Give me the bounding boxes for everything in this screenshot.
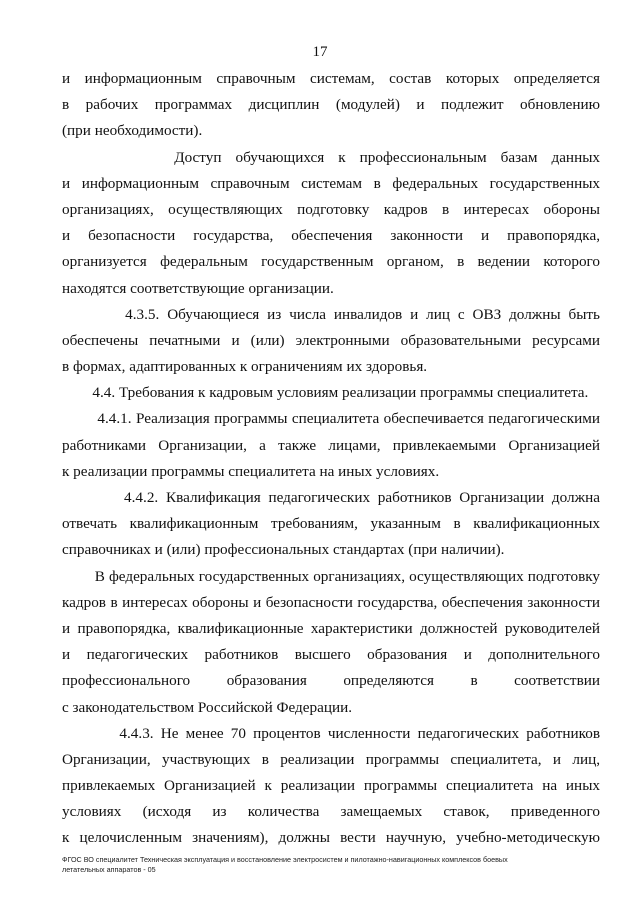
paragraph bbox=[62, 564, 600, 721]
paragraph bbox=[62, 406, 600, 485]
page-footer bbox=[62, 855, 602, 875]
footer-line-2: летательных аппаратов - 05 bbox=[62, 865, 156, 874]
text-line: Доступ обучающихся к профессиональным базам данных bbox=[62, 148, 600, 166]
paragraph bbox=[62, 721, 600, 852]
text-line: отвечать квалификационным требованиям, указанным в квалификационных bbox=[62, 515, 600, 533]
text-line: профессионального образования определяются в соответствии bbox=[62, 672, 600, 690]
text-line: и информационным справочным системам, состав которых определяется bbox=[62, 70, 600, 87]
page-number: 17 bbox=[312, 44, 328, 60]
text-line: организациях, осуществляющих подготовку кадров в интересах обороны bbox=[62, 200, 600, 218]
text-line: в рабочих программах дисциплин (модулей) и подлежит обновлению bbox=[62, 96, 600, 114]
text-line: обеспечены печатными и (или) электронными образовательными ресурсами bbox=[62, 331, 600, 349]
paragraph bbox=[62, 380, 600, 406]
text-line: и педагогических работников высшего образования и дополнительного bbox=[62, 646, 600, 664]
text-line: 4.4.3. Не менее 70 процентов численности педагогических работников bbox=[62, 724, 600, 742]
text-line: и правопорядка, квалификационные характеристики должностей руководителей bbox=[62, 619, 600, 637]
text-line: и информационным справочным системам в федеральных государственных bbox=[62, 174, 600, 192]
text-line: к реализации программы специалитета на иных условиях. bbox=[62, 462, 440, 480]
paragraph bbox=[62, 145, 600, 302]
text-line: 4.4.2. Квалификация педагогических работников Организации должна bbox=[62, 489, 600, 506]
text-line: 4.4.1. Реализация программы специалитета обеспечивается педагогическими bbox=[62, 410, 600, 428]
text-line: (при необходимости). bbox=[62, 122, 203, 140]
body-text bbox=[62, 66, 600, 852]
text-line: и безопасности государства, обеспечения законности и правопорядка, bbox=[62, 227, 600, 245]
text-line: работниками Организации, а также лицами, привлекаемыми Организацией bbox=[62, 436, 600, 454]
text-line: привлекаемых Организацией к реализации программы специалитета на иных bbox=[62, 777, 600, 795]
paragraph bbox=[62, 66, 600, 145]
text-line: Организации, участвующих в реализации программы специалитета, и лиц, bbox=[62, 750, 600, 768]
text-line: 4.4. Требования к кадровым условиям реализации программы специалитета. bbox=[62, 384, 589, 402]
text-line: к целочисленным значениям), должны вести научную, учебно-методическую bbox=[62, 829, 600, 847]
text-line: В федеральных государственных организациях, осуществляющих подготовку bbox=[62, 567, 600, 585]
text-line: в формах, адаптированных к ограничениям их здоровья. bbox=[62, 358, 428, 376]
text-line: 4.3.5. Обучающиеся из числа инвалидов и лиц с ОВЗ должны быть bbox=[62, 305, 600, 323]
text-line: справочниках и (или) профессиональных стандартах (при наличии). bbox=[62, 541, 505, 559]
paragraph bbox=[62, 302, 600, 381]
text-line: кадров в интересах обороны и безопасности государства, обеспечения законности bbox=[62, 593, 600, 611]
paragraph bbox=[62, 485, 600, 564]
footer-line-1: ФГОС ВО специалитет Техническая эксплуатация и восстановление электросистем и пилотажно-навигационных комплексов боевых bbox=[62, 855, 508, 864]
text-line: находятся соответствующие организации. bbox=[62, 279, 334, 297]
text-line: организуется федеральным государственным органом, в ведении которого bbox=[62, 253, 600, 271]
text-line: условиях (исходя из количества замещаемых ставок, приведенного bbox=[62, 803, 600, 821]
text-line: с законодательством Российской Федерации. bbox=[62, 698, 353, 716]
